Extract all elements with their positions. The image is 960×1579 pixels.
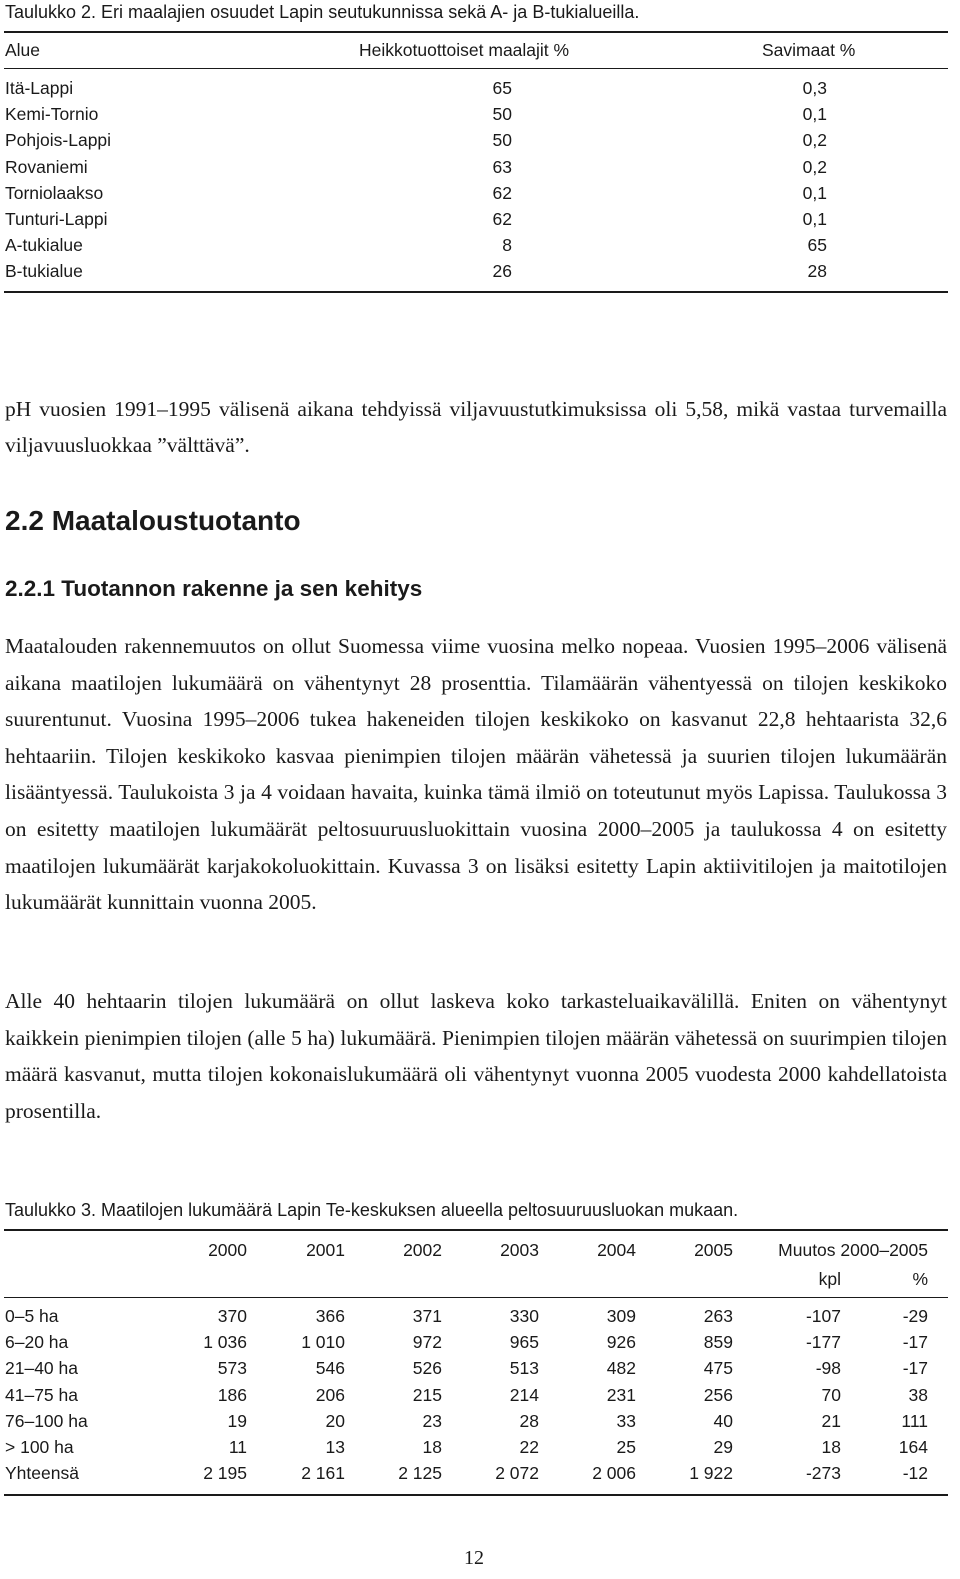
table2-cell-clay-soils: 0,3 xyxy=(802,78,827,98)
table3-cell-value: 29 xyxy=(713,1437,733,1457)
heading-2-2: 2.2 Maataloustuotanto xyxy=(5,505,301,536)
table3-cell-value: 111 xyxy=(901,1410,928,1431)
table3-cell-value: -273 xyxy=(805,1463,841,1484)
table3-cell-value: 526 xyxy=(412,1358,442,1379)
table2-header-area: Alue xyxy=(5,40,41,60)
table3-header-row xyxy=(0,1240,960,1264)
table3-header-year: 2000 xyxy=(208,1240,247,1260)
table2-bottom-rule xyxy=(4,291,948,293)
table3-header-rule xyxy=(4,1297,948,1298)
table3-cell-value: 206 xyxy=(315,1384,345,1405)
table3-cell-value: 370 xyxy=(217,1306,247,1326)
table3-cell-value: 214 xyxy=(509,1384,539,1405)
table3-cell-value: -12 xyxy=(902,1463,928,1484)
table3-cell-size-class: 76–100 ha xyxy=(5,1410,88,1431)
table3-row xyxy=(0,1437,960,1463)
table3-cell-size-class: 21–40 ha xyxy=(5,1358,78,1379)
table2-caption: Taulukko 2. Eri maalajien osuudet Lapin seutukunnissa sekä A- ja B-tukialueilla. xyxy=(5,2,640,22)
table3-caption: Taulukko 3. Maatilojen lukumäärä Lapin Te-keskuksen alueella peltosuuruusluokan mukaan. xyxy=(5,1200,739,1220)
table2-header-clay-soils: Savimaat % xyxy=(762,40,856,60)
table3-cell-value: 13 xyxy=(325,1437,345,1457)
table3-cell-value: 263 xyxy=(703,1306,733,1326)
table3-header-year: 2003 xyxy=(500,1240,539,1260)
table3-cell-value: 482 xyxy=(606,1358,636,1379)
table3-cell-value: 546 xyxy=(315,1358,345,1379)
table2-cell-weak-soils: 62 xyxy=(492,182,512,203)
table2-cell-weak-soils: 26 xyxy=(492,261,512,282)
table2-cell-area: Rovaniemi xyxy=(5,156,88,177)
table2-row xyxy=(0,261,960,287)
table3-cell-value: 256 xyxy=(703,1384,733,1405)
table2-row xyxy=(0,157,960,183)
table2-row xyxy=(0,183,960,209)
table3-cell-value: 23 xyxy=(422,1410,442,1431)
table3-header-year: 2001 xyxy=(306,1240,345,1260)
table3-cell-value: 25 xyxy=(616,1437,636,1457)
table3-subheader-percent: % xyxy=(912,1269,928,1289)
table3-cell-value: 38 xyxy=(908,1384,928,1405)
table3-header-change: Muutos 2000–2005 xyxy=(778,1240,928,1260)
table3-cell-value: 2 072 xyxy=(495,1463,539,1484)
table3-cell-value: 371 xyxy=(412,1306,442,1326)
table3-cell-value: -29 xyxy=(902,1306,928,1326)
table3-cell-value: 475 xyxy=(703,1358,733,1379)
table3-cell-value: 19 xyxy=(227,1410,247,1431)
table3-cell-size-class: Yhteensä xyxy=(5,1463,79,1484)
table3-cell-value: 2 195 xyxy=(203,1463,247,1484)
table2-cell-clay-soils: 0,1 xyxy=(802,182,827,203)
table2-row xyxy=(0,78,960,104)
table3-cell-size-class: 0–5 ha xyxy=(5,1306,59,1326)
table2-cell-clay-soils: 0,2 xyxy=(802,130,827,151)
table2-row xyxy=(0,235,960,261)
table2-row xyxy=(0,104,960,130)
table3-bottom-rule xyxy=(4,1494,948,1496)
table2-cell-clay-soils: 0,1 xyxy=(802,104,827,125)
table3-cell-value: 33 xyxy=(616,1410,636,1431)
table3-cell-value: 366 xyxy=(315,1306,345,1326)
paragraph-structural-change: Maatalouden rakennemuutos on ollut Suomessa viime vuosina melko nopeaa. Vuosien 1995–2006 välisenä aikana maatilojen lukumäärä on vähentynyt 28 prosenttia. Tilamäärän vähentyessä on tilojen keskikoko suurentunut. Vuosina 1995–2006 tukea hakeneiden tilojen keskikoko on kasvanut 22,8 hehtaarista 32,6 hehtaariin. Tilojen keskikoko kasvaa pienimpien tilojen määrän vähetessä ja suurien tilojen lukumäärän lisääntyessä. Taulukoista 3 ja 4 voidaan havaita, kuinka tämä ilmiö on toteutunut myös Lapissa. Taulukossa 3 on esitetty maatilojen lukumäärät peltosuuruusluokittain vuosina 2000–2005 ja taulukossa 4 on esitetty maatilojen lukumäärät karjakokoluokittain. Kuvassa 3 on lisäksi esitetty Lapin aktiivitilojen ja maitotilojen lukumäärät kunnittain vuonna 2005. xyxy=(5,634,947,915)
table3-top-rule xyxy=(4,1229,948,1231)
table3-cell-value: 21 xyxy=(821,1410,841,1431)
table3-header-year: 2004 xyxy=(597,1240,636,1260)
table3-cell-value: 1 010 xyxy=(301,1332,345,1353)
paragraph-ph: pH vuosien 1991–1995 välisenä aikana tehdyissä viljavuustutkimuksissa oli 5,58, mikä vastaa turvemailla viljavuusluokkaa ”välttävä”. xyxy=(5,397,947,457)
table3-cell-value: 859 xyxy=(703,1332,733,1353)
table3-cell-value: 965 xyxy=(509,1332,539,1353)
table2-cell-area: B-tukialue xyxy=(5,261,83,282)
table3-cell-size-class: 6–20 ha xyxy=(5,1332,69,1353)
table3-cell-value: 2 006 xyxy=(592,1463,636,1484)
table3-cell-value: 22 xyxy=(519,1437,539,1457)
table3-cell-value: 231 xyxy=(606,1384,636,1405)
table3-cell-value: -17 xyxy=(902,1358,928,1379)
table3-cell-value: 309 xyxy=(606,1306,636,1326)
table3-row xyxy=(0,1306,960,1332)
table2-cell-weak-soils: 63 xyxy=(492,156,512,177)
table2-cell-clay-soils: 0,1 xyxy=(802,209,827,229)
table2-top-rule xyxy=(4,31,948,33)
table3-cell-value: 70 xyxy=(821,1384,841,1405)
table3-cell-value: -107 xyxy=(805,1306,841,1326)
table3-cell-value: 1 922 xyxy=(689,1463,733,1484)
table2-cell-weak-soils: 62 xyxy=(492,209,512,229)
table2-cell-weak-soils: 65 xyxy=(492,78,512,98)
table3-cell-value: 513 xyxy=(509,1358,539,1379)
table3-row xyxy=(0,1358,960,1384)
table3-cell-value: 2 125 xyxy=(398,1463,442,1484)
table2-cell-area: Itä-Lappi xyxy=(5,78,74,98)
table3-row xyxy=(0,1463,960,1489)
table3-cell-value: 330 xyxy=(509,1306,539,1326)
table3-cell-value: 215 xyxy=(412,1384,442,1405)
table3-cell-value: 18 xyxy=(821,1437,841,1457)
table3-cell-value: 972 xyxy=(412,1332,442,1353)
table2-cell-area: Kemi-Tornio xyxy=(5,104,99,125)
table3-cell-value: -17 xyxy=(902,1332,928,1353)
table3-row xyxy=(0,1332,960,1358)
table2-cell-clay-soils: 28 xyxy=(807,261,827,282)
table3-cell-value: 11 xyxy=(228,1437,247,1457)
table2-cell-clay-soils: 0,2 xyxy=(802,156,827,177)
table3-subheader-kpl: kpl xyxy=(818,1269,841,1289)
table3-row xyxy=(0,1411,960,1437)
heading-2-2-1: 2.2.1 Tuotannon rakenne ja sen kehitys xyxy=(5,576,423,601)
table3-cell-value: 40 xyxy=(713,1410,733,1431)
table3-cell-value: 20 xyxy=(325,1410,345,1431)
paragraph-under-40ha: Alle 40 hehtaarin tilojen lukumäärä on ollut laskeva koko tarkasteluaikavälillä. Eniten on vähentynyt kaikkein pienimpien tilojen (alle 5 ha) lukumäärä. Pienimpien tilojen määrän vähetessä on suurimpien tilojen määrä kasvanut, mutta tilojen kokonaislukumäärä oli vähentynyt vuonna 2005 vuodesta 2000 kahdellatoista prosentilla. xyxy=(5,989,947,1123)
table3-row xyxy=(0,1385,960,1411)
table3-header-year: 2002 xyxy=(403,1240,442,1260)
table2-cell-weak-soils: 50 xyxy=(492,104,512,125)
table3-cell-size-class: > 100 ha xyxy=(5,1437,74,1457)
table2-cell-area: A-tukialue xyxy=(5,235,83,256)
table3-cell-value: 926 xyxy=(606,1332,636,1353)
table2-cell-area: Torniolaakso xyxy=(5,182,104,203)
table2-header-rule xyxy=(4,68,948,69)
table3-cell-size-class: 41–75 ha xyxy=(5,1384,78,1405)
table2-cell-weak-soils: 8 xyxy=(502,235,512,256)
table2-row xyxy=(0,130,960,156)
table3-cell-value: 573 xyxy=(217,1358,247,1379)
table2-row xyxy=(0,209,960,235)
table3-cell-value: 1 036 xyxy=(203,1332,247,1353)
table3-cell-value: 28 xyxy=(519,1410,539,1431)
page-number: 12 xyxy=(464,1547,484,1569)
table3-subheader-row xyxy=(0,1269,960,1293)
table2-cell-area: Tunturi-Lappi xyxy=(5,209,108,229)
table3-cell-value: 186 xyxy=(217,1384,247,1405)
table3-cell-value: -98 xyxy=(815,1358,841,1379)
table3-header-year: 2005 xyxy=(694,1240,733,1260)
table3-cell-value: 18 xyxy=(422,1437,442,1457)
table2-header-row xyxy=(0,40,960,64)
table3-cell-value: 2 161 xyxy=(301,1463,345,1484)
table2-header-weak-soils: Heikkotuottoiset maalajit % xyxy=(359,40,570,60)
table2-cell-clay-soils: 65 xyxy=(807,235,827,256)
table3-cell-value: -177 xyxy=(805,1332,841,1353)
table2-cell-area: Pohjois-Lappi xyxy=(5,130,112,151)
table2-cell-weak-soils: 50 xyxy=(492,130,512,151)
table3-cell-value: 164 xyxy=(898,1437,928,1457)
